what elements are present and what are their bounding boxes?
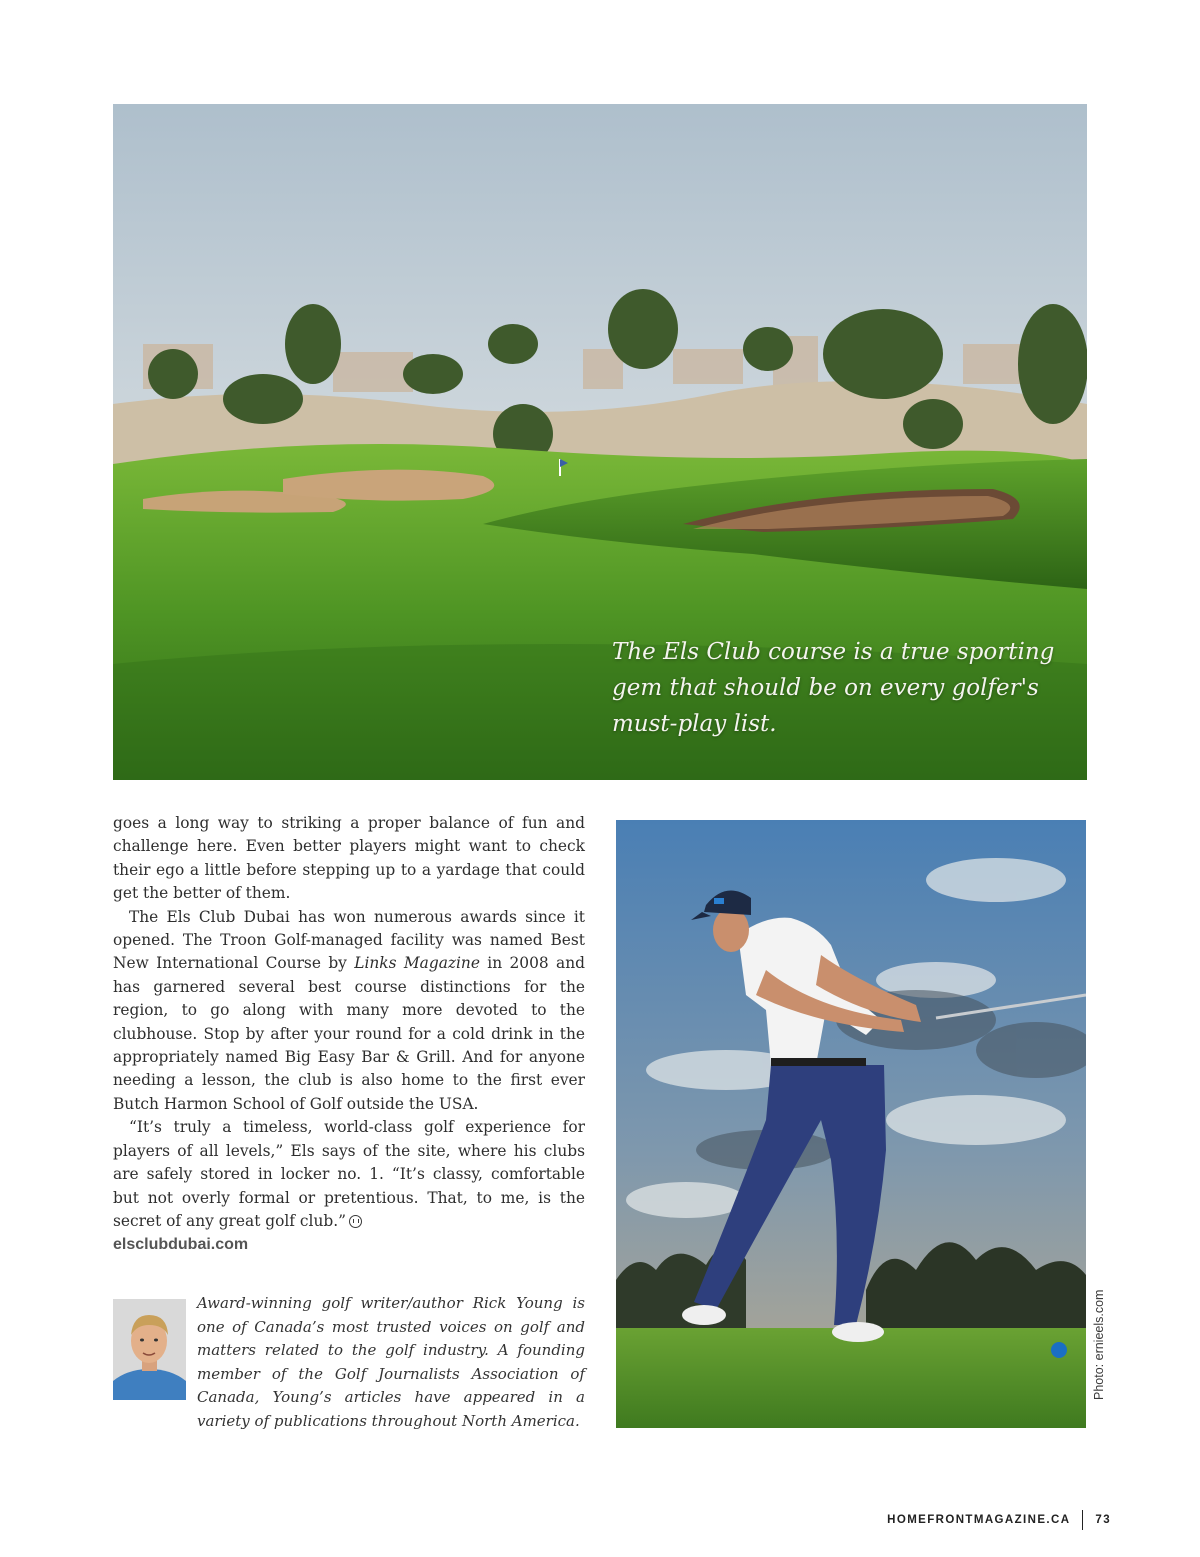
magazine-title: Links Magazine: [354, 954, 480, 973]
golfer-photo: [616, 820, 1086, 1428]
article-paragraph-2: [113, 906, 585, 1117]
bio-photo-spacer: [113, 1292, 197, 1410]
p2-text-before: The Els Club Dubai has won numerous awards since it opened. The Troon Golf-managed facility was named Best New International Course by: [113, 907, 585, 973]
website-link[interactable]: elsclubdubai.com: [113, 1236, 249, 1254]
article-paragraph-1: goes a long way to striking a proper balance of fun and challenge here. Even better players might want to check their ego a little before stepping up to a yardage that could get the better of them.: [113, 814, 585, 903]
page-footer: [887, 1510, 1111, 1530]
author-bio-text: Award-winning golf writer/author Rick Young is one of Canada’s most trusted voices on golf and matters related to the golf industry. A founding member of the Golf Journalists Association of Canada, Young’s articles have appeared in a variety of publications throughout North America.: [197, 1294, 585, 1430]
quote-text: “It’s truly a timeless, world-class golf experience for players of all levels,” Els says of the site, where his clubs are safely stored in locker no. 1. “It’s classy, comfortable but not overly formal or pretentious. That, to me, is the secret of any great golf club.”: [113, 1118, 585, 1230]
hero-photo: [113, 104, 1087, 780]
end-mark-icon: [349, 1215, 362, 1228]
footer-divider: [1082, 1510, 1083, 1530]
article-paragraph-3: [113, 1116, 585, 1233]
page-number: 73: [1095, 1514, 1111, 1526]
author-bio: [113, 1292, 585, 1433]
golfer-swing-image: [616, 820, 1086, 1428]
magazine-site: HOMEFRONTMAGAZINE.CA: [887, 1514, 1071, 1526]
hero-caption: The Els Club course is a true sporting gem that should be on every golfer's must-play list.: [612, 639, 1055, 737]
article-body: [113, 812, 585, 1257]
p2-text-after: in 2008 and has garnered several best course distinctions for the region, to go along with many more devoted to the clubhouse. Stop by after your round for a cold drink in the appropriately named Big Easy Bar & Grill. And for anyone needing a lesson, the club is also home to the first ever Butch Harmon School of Golf outside the USA.: [113, 954, 586, 1113]
photo-credit: Photo: ernieels.com: [1092, 1289, 1106, 1400]
